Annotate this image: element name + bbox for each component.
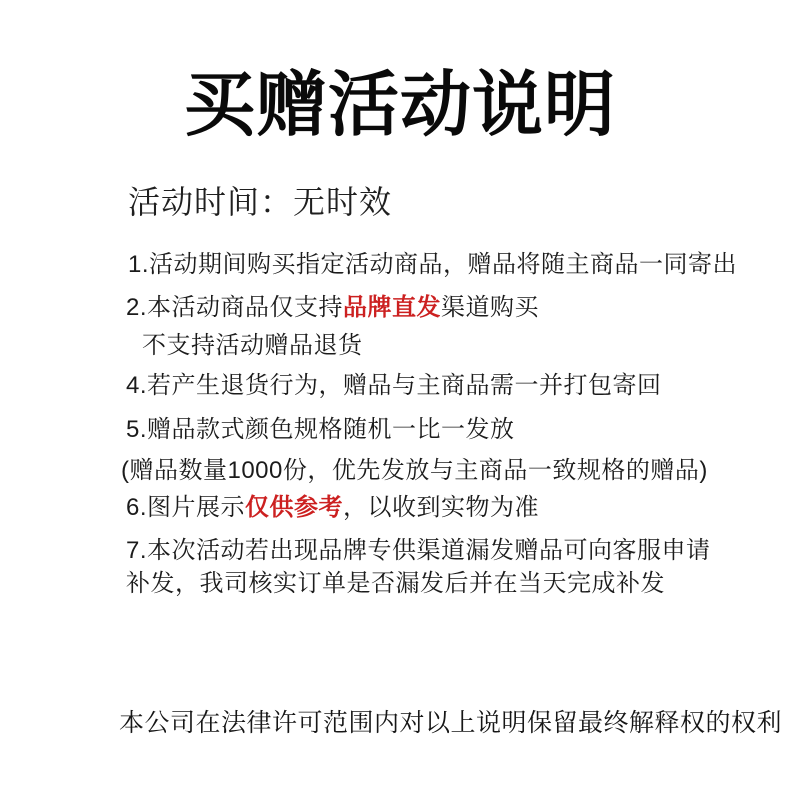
note-line-2 <box>126 294 539 321</box>
note-line-7-prefix: 6.图片展示 <box>126 494 246 521</box>
activity-time-label: 活动时间：无时效 <box>128 184 393 220</box>
highlight-brand-direct-shipping: 品牌直发 <box>343 294 442 321</box>
note-line-5: 5.赠品款式颜色规格随机一比一发放 <box>126 416 515 443</box>
note-line-4: 4.若产生退货行为，赠品与主商品需一并打包寄回 <box>126 372 662 399</box>
note-line-6-gift-quantity: (赠品数量1000份，优先发放与主商品一致规格的赠品) <box>121 457 708 484</box>
page-title: 买赠活动说明 <box>183 66 616 145</box>
note-line-1: 1.活动期间购买指定活动商品，赠品将随主商品一同寄出 <box>128 251 738 278</box>
note-line-8: 7.本次活动若出现品牌专供渠道漏发赠品可向客服申请 <box>126 537 711 564</box>
highlight-reference-only: 仅供参考 <box>245 494 344 521</box>
note-line-2-prefix: 2.本活动商品仅支持 <box>126 294 344 321</box>
note-line-7 <box>126 494 539 521</box>
note-line-3: 不支持活动赠品退货 <box>142 332 363 359</box>
note-line-7-suffix: ，以收到实物为准 <box>343 494 540 521</box>
note-line-2-suffix: 渠道购买 <box>441 294 540 321</box>
note-line-9: 补发，我司核实订单是否漏发后并在当天完成补发 <box>126 570 665 597</box>
footer-disclaimer: 本公司在法律许可范围内对以上说明保留最终解释权的权利 <box>119 709 783 737</box>
